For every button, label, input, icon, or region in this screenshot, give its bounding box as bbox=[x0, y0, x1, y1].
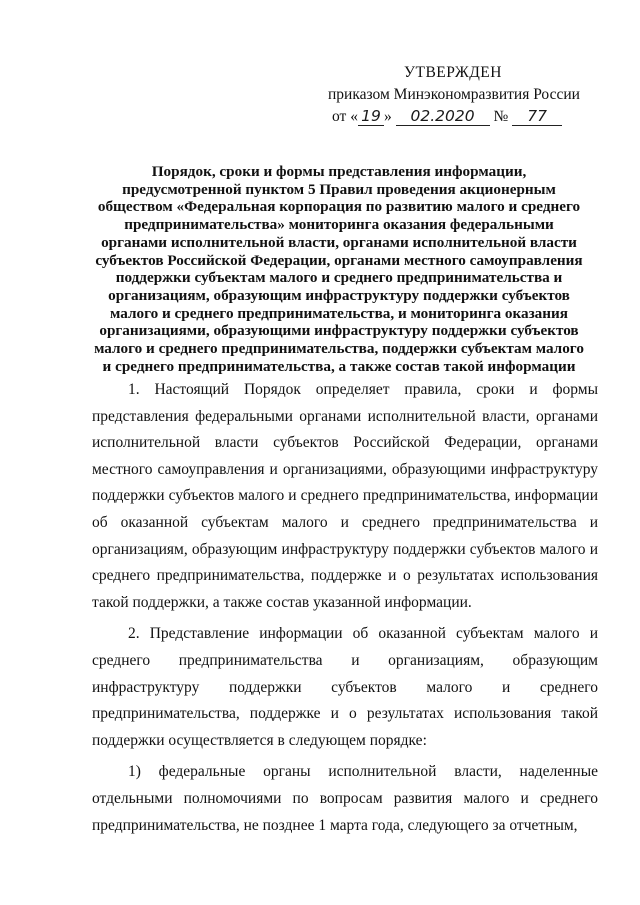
approval-stamp bbox=[318, 62, 588, 128]
document-title: Порядок, сроки и формы представления информации, предусмотренной пунктом 5 Правил проведения акционерным обществом «Федеральная корпорация по развитию малого и среднего предпринимательства» мониторинга оказания федеральными органами исполнительной власти, органами исполнительной власти субъектов Российской Федерации, органами местного самоуправления поддержки субъектам малого и среднего предпринимательства и организациям, образующим инфраструктуру поддержки субъектов малого и среднего предпринимательства, и мониторинга оказания организациями, образующими инфраструктуру поддержки субъектов малого и среднего предпринимательства, поддержки субъектам малого и среднего предпринимательства, а также состав такой информации bbox=[94, 163, 584, 375]
document-body bbox=[92, 377, 598, 839]
handwritten-day: 19 bbox=[358, 107, 384, 126]
order-date-line bbox=[332, 106, 588, 128]
paragraph-2: 2. Представление информации об оказанной субъектам малого и среднего предпринимательства и организациям, образующим инфраструктуру поддержки субъектов малого и среднего предпринимательства, поддержке и о результатах использования такой поддержки осуществляется в следующем порядке: bbox=[92, 625, 598, 749]
handwritten-month-year: 02.2020 bbox=[396, 107, 490, 126]
date-mid: » bbox=[383, 108, 392, 125]
date-prefix: от « bbox=[332, 108, 358, 125]
handwritten-order-number: 77 bbox=[512, 107, 562, 126]
approved-heading: УТВЕРЖДЕН bbox=[404, 64, 502, 81]
paragraph-1: 1. Настоящий Порядок определяет правила, сроки и формы представления федеральными органами исполнительной власти, органами исполнительной власти субъектов Российской Федерации, органами местного самоуправления и организациями, образующими инфраструктуру поддержки субъектов малого и среднего предпринимательства, информации об оказанной субъектам малого и среднего предпринимательства и организациям, образующим инфраструктуру поддержки субъектов малого и среднего предпринимательства, поддержке и о результатах использования такой поддержки, а также состав указанной информации. bbox=[92, 381, 598, 611]
order-line: приказом Минэкономразвития России bbox=[328, 86, 580, 103]
number-label: № bbox=[493, 108, 509, 125]
paragraph-3: 1) федеральные органы исполнительной власти, наделенные отдельными полномочиями по вопросам развития малого и среднего предпринимательства, не позднее 1 марта года, следующего за отчетным, bbox=[92, 763, 598, 834]
